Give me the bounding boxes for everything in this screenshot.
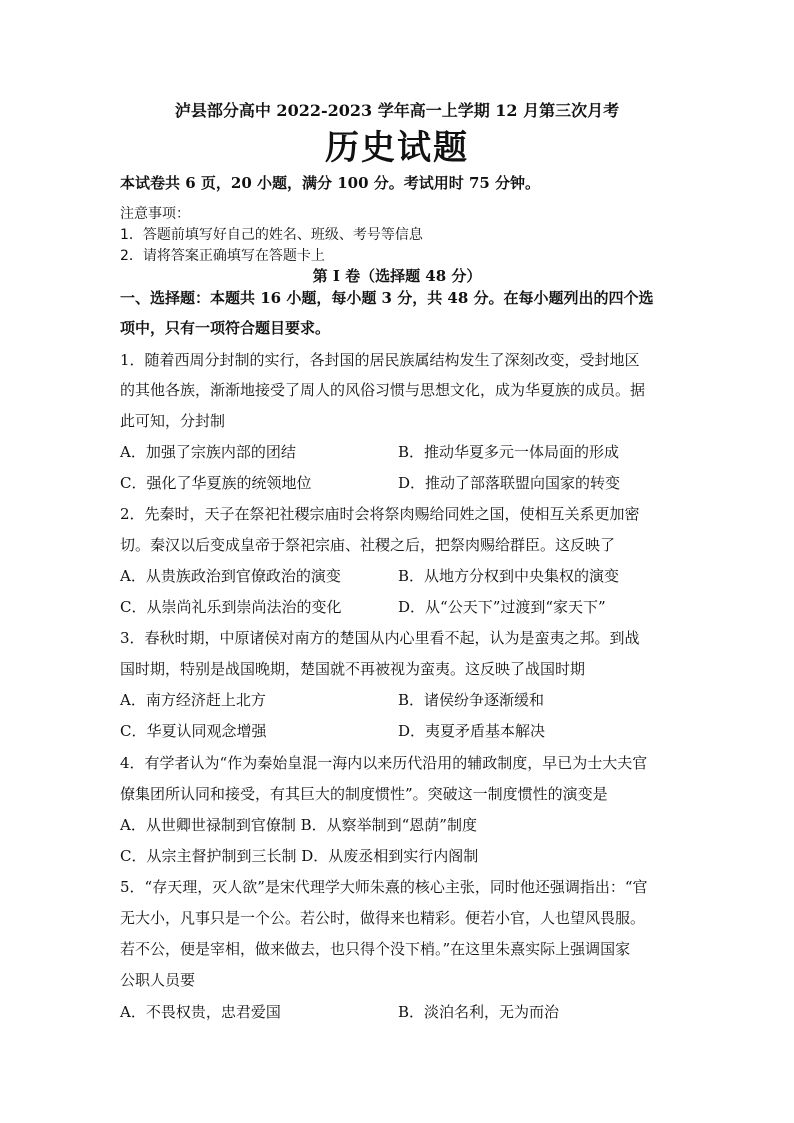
question-5-text: 公职人员要 xyxy=(120,971,196,989)
option-a: A．从贵族政治到官僚政治的演变 xyxy=(120,567,341,585)
notice-item: 1．答题前填写好自己的姓名、班级、考号等信息 xyxy=(120,227,423,243)
question-1-text: 此可知，分封制 xyxy=(120,412,226,430)
option-a: A．南方经济赶上北方 xyxy=(120,691,266,709)
section-title: 第 I 卷（选择题 48 分） xyxy=(312,267,482,285)
option-b: B．推动华夏多元一体局面的形成 xyxy=(398,443,620,461)
question-4-text: 僚集团所认同和接受，有其巨大的制度惯性”。突破这一制度惯性的演变是 xyxy=(120,785,608,803)
notice-heading: 注意事项： xyxy=(120,206,190,222)
notice-item: 2．请将答案正确填写在答题卡上 xyxy=(120,248,325,264)
option-b: B．淡泊名利，无为而治 xyxy=(398,1003,560,1021)
exam-info: 本试卷共 6 页，20 小题，满分 100 分。考试用时 75 分钟。 xyxy=(120,174,541,192)
section-instruction: 一、选择题：本题共 16 小题，每小题 3 分，共 48 分。在每小题列出的四个选 xyxy=(120,289,654,307)
option-b: B．诸侯纷争逐渐缓和 xyxy=(398,691,545,709)
option-b: B．从地方分权到中央集权的演变 xyxy=(398,567,620,585)
exam-title: 历史试题 xyxy=(325,128,469,168)
option-a: A．加强了宗族内部的团结 xyxy=(120,443,296,461)
question-1-text: 1．随着西周分封制的实行，各封国的居民族属结构发生了深刻改变，受封地区 xyxy=(120,351,640,369)
option-d: D．推动了部落联盟向国家的转变 xyxy=(398,474,621,492)
question-2-text: 切。秦汉以后变成皇帝于祭祀宗庙、社稷之后，把祭肉赐给群臣。这反映了 xyxy=(120,536,616,554)
option-d: D．从“公天下”过渡到“家天下” xyxy=(398,598,606,616)
question-3-text: 3．春秋时期，中原诸侯对南方的楚国从内心里看不起，认为是蛮夷之邦。到战 xyxy=(120,629,640,647)
question-4-text: 4．有学者认为“作为秦始皇混一海内以来历代沿用的辅政制度，早已为士大夫官 xyxy=(120,754,648,772)
question-5-text: 若不公，便是宰相，做来做去，也只得个没下梢。”在这里朱熹实际上强调国家 xyxy=(120,940,631,958)
option-c: C．从崇尚礼乐到崇尚法治的变化 xyxy=(120,598,342,616)
question-5-text: 无大小，凡事只是一个公。若公时，做得来也精彩。便若小官，人也望风畏服。 xyxy=(120,909,646,927)
question-5-text: 5．“存天理，灭人欲”是宋代理学大师朱熹的核心主张，同时他还强调指出：“官 xyxy=(120,878,648,896)
section-instruction: 项中，只有一项符合题目要求。 xyxy=(120,319,331,337)
option-c: C．华夏认同观念增强 xyxy=(120,722,267,740)
option-c: C．强化了华夏族的统领地位 xyxy=(120,474,312,492)
option-row: A．从世卿世禄制到官僚制 B．从察举制到“恩荫”制度 xyxy=(120,816,477,834)
question-3-text: 国时期，特别是战国晚期，楚国就不再被视为蛮夷。这反映了战国时期 xyxy=(120,660,586,678)
option-d: D．夷夏矛盾基本解决 xyxy=(398,722,546,740)
exam-subtitle: 泸县部分高中 2022-2023 学年高一上学期 12 月第三次月考 xyxy=(174,101,620,120)
question-2-text: 2．先秦时，天子在祭祀社稷宗庙时会将祭肉赐给同姓之国，使相互关系更加密 xyxy=(120,505,640,523)
option-row: C．从宗主督护制到三长制 D．从废丞相到实行内阁制 xyxy=(120,847,479,865)
question-1-text: 的其他各族，渐渐地接受了周人的风俗习惯与思想文化，成为华夏族的成员。据 xyxy=(120,381,646,399)
option-a: A．不畏权贵，忠君爱国 xyxy=(120,1003,281,1021)
